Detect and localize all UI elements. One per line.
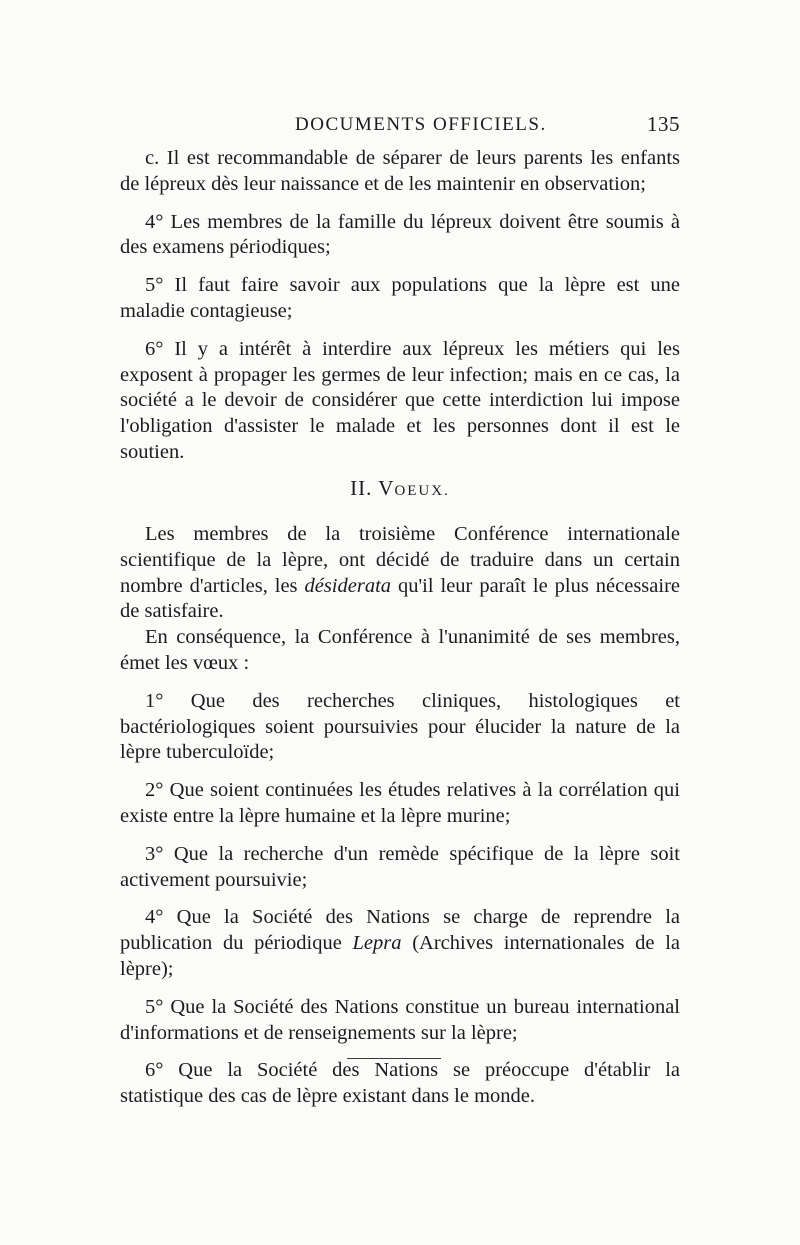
- intro-text-b: qu'il leur paraît le plus nécessaire de satisfaire.: [120, 574, 680, 623]
- voeu-4-text-b: (Archives internationales de la lèpre);: [120, 932, 680, 980]
- resolution-item-6: 6° Il y a intérêt à interdire aux lépreux les métiers qui les exposent à propager les germes de leur infection; mais en ce cas, la société a le devoir de considérer que cette interdiction lui impose l'obligation d'assister le malade et les personnes dont il est le soutien.: [120, 337, 680, 463]
- resolutions-list: [120, 146, 680, 466]
- running-title: DOCUMENTS OFFICIELS.: [295, 114, 547, 135]
- closing-rule: [347, 1058, 441, 1059]
- resolution-item-4: 4° Les membres de la famille du lépreux doivent être soumis à des examens périodiques;: [120, 210, 680, 259]
- consequence-paragraph: En conséquence, la Conférence à l'unanimité de ses membres, émet les vœux :: [120, 626, 680, 674]
- section-heading: [0, 476, 800, 501]
- voeu-4-italic-title: Lepra: [352, 932, 402, 955]
- voeu-4-text-a: 4° Que la Société des Nations se charge de reprendre la publication du périodique: [120, 906, 680, 955]
- section-title-rest: OEUX.: [394, 483, 450, 499]
- voeu-item-5: 5° Que la Société des Nations constitue un bureau international d'informations et de renseignements sur la lèpre;: [120, 995, 680, 1044]
- voeu-item-6: 6° Que la Société des Nations se préoccupe d'établir la statistique des cas de lèpre existant dans le monde.: [120, 1059, 680, 1108]
- intro-italic-term: désiderata: [304, 574, 392, 597]
- voeu-item-1: 1° Que des recherches cliniques, histologiques et bactériologiques soient poursuivies pour élucider la nature de la lèpre tuberculoïde;: [120, 689, 680, 764]
- resolution-item-c: c. Il est recommandable de séparer de leurs parents les enfants de lépreux dès leur naissance et de les maintenir en observation;: [120, 147, 680, 195]
- voeu-item-2: 2° Que soient continuées les études relatives à la corrélation qui existe entre la lèpre humaine et la lèpre murine;: [120, 779, 680, 827]
- voeu-item-3: 3° Que la recherche d'un remède spécifique de la lèpre soit activement poursuivie;: [120, 842, 680, 891]
- resolution-item-5: 5° Il faut faire savoir aux populations que la lèpre est une maladie contagieuse;: [120, 274, 680, 322]
- intro-paragraph: [120, 522, 680, 625]
- section-numeral: II.: [350, 476, 373, 500]
- section-title-initial: V: [378, 476, 395, 500]
- running-header: [135, 110, 680, 140]
- intro-text-a: Les membres de la troisième Conférence internationale scientifique de la lèpre, ont décidé de traduire dans un certain nombre d'articles, les: [120, 523, 680, 597]
- voeu-item-4: [120, 905, 680, 982]
- page-number: 135: [647, 112, 680, 136]
- section-title: [378, 476, 450, 500]
- voeux-body: [120, 522, 680, 1110]
